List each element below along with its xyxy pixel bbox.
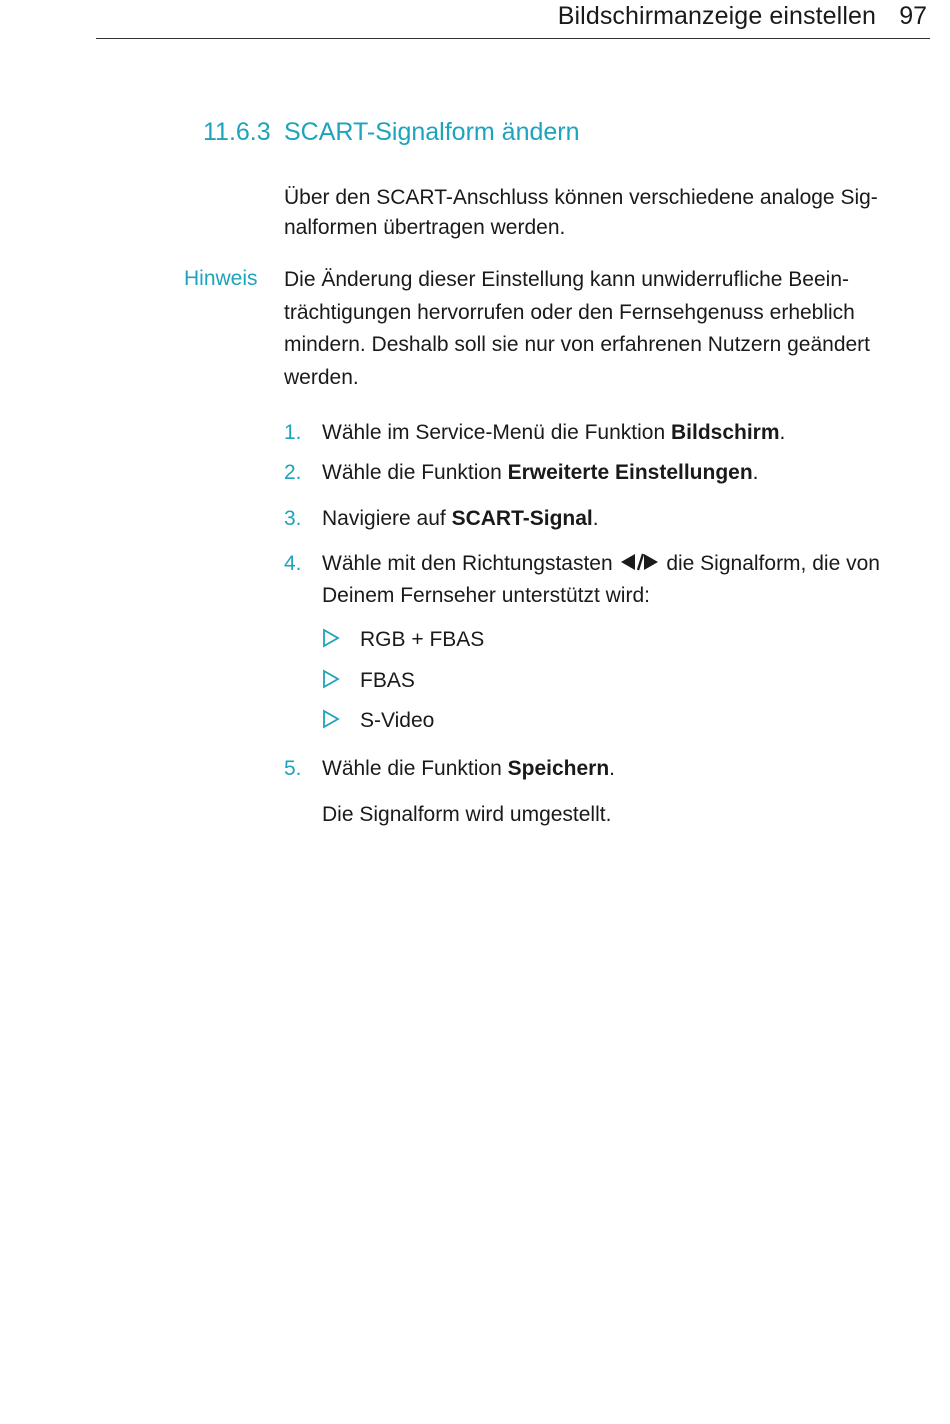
- step-text: Wähle im Service-Menü die Funktion: [322, 421, 671, 444]
- option-item: [322, 666, 415, 696]
- section-number: 11.6.3: [203, 118, 271, 146]
- step-punct: .: [752, 461, 759, 484]
- note-label: Hinweis: [184, 267, 258, 290]
- step-3: [284, 504, 924, 534]
- step-number: 3.: [284, 507, 302, 530]
- step-punct: .: [609, 757, 615, 780]
- step-number: 4.: [284, 552, 302, 575]
- triangle-bullet-icon: [322, 709, 340, 729]
- triangle-bullet-icon: [322, 669, 340, 689]
- menu-function-name: Erweiterte Einstellungen: [507, 461, 753, 484]
- header-divider: [96, 38, 930, 39]
- result-text: Die Signalform wird umgestellt.: [322, 803, 612, 826]
- step-punct: .: [592, 507, 599, 530]
- menu-function-name: Bildschirm: [670, 421, 780, 444]
- step-text: Wähle die Funktion: [322, 461, 508, 484]
- option-item: [322, 706, 434, 736]
- step-5: [284, 754, 924, 784]
- menu-item-name: SCART-Signal: [451, 507, 593, 530]
- option-label: RGB + FBAS: [360, 628, 485, 651]
- option-item: [322, 625, 484, 655]
- step-2: [284, 458, 924, 488]
- step-4: [284, 549, 924, 611]
- triangle-bullet-icon: [322, 628, 340, 648]
- step-number: 5.: [284, 757, 302, 780]
- step-number: 1.: [284, 421, 302, 444]
- option-label: FBAS: [360, 669, 415, 692]
- note-paragraph: [284, 264, 924, 394]
- page-number: 97: [899, 2, 927, 30]
- option-label: S-Video: [360, 709, 435, 732]
- intro-line: Über den SCART-Anschluss können verschiedene analoge Sig-: [284, 186, 878, 209]
- step-punct: .: [779, 421, 786, 444]
- header-title: Bildschirmanzeige einstellen: [557, 2, 876, 30]
- menu-function-name: Speichern: [507, 757, 610, 780]
- step-text-line2: Deinem Fernseher unterstützt wird:: [322, 584, 650, 607]
- intro-line: nalformen übertragen werden.: [284, 216, 566, 239]
- step-text: Navigiere auf: [322, 507, 452, 530]
- note-line: werden.: [284, 365, 359, 389]
- step-text: Wähle mit den Richtungstasten: [322, 552, 619, 575]
- intro-paragraph: [284, 183, 914, 243]
- note-line: trächtigungen hervorrufen oder den Fernsehgenuss erheblich: [284, 300, 855, 324]
- note-line: mindern. Deshalb soll sie nur von erfahrenen Nutzern geändert: [284, 333, 871, 356]
- note-line: Die Änderung dieser Einstellung kann unwiderrufliche Beein-: [284, 268, 850, 291]
- left-right-arrow-keys-icon: [618, 551, 660, 581]
- section-title: SCART-Signalform ändern: [284, 118, 580, 146]
- step-number: 2.: [284, 461, 302, 484]
- step-text-continued: die Signalform, die von: [660, 552, 880, 575]
- step-1: [284, 418, 924, 448]
- step-text: Wähle die Funktion: [322, 757, 508, 780]
